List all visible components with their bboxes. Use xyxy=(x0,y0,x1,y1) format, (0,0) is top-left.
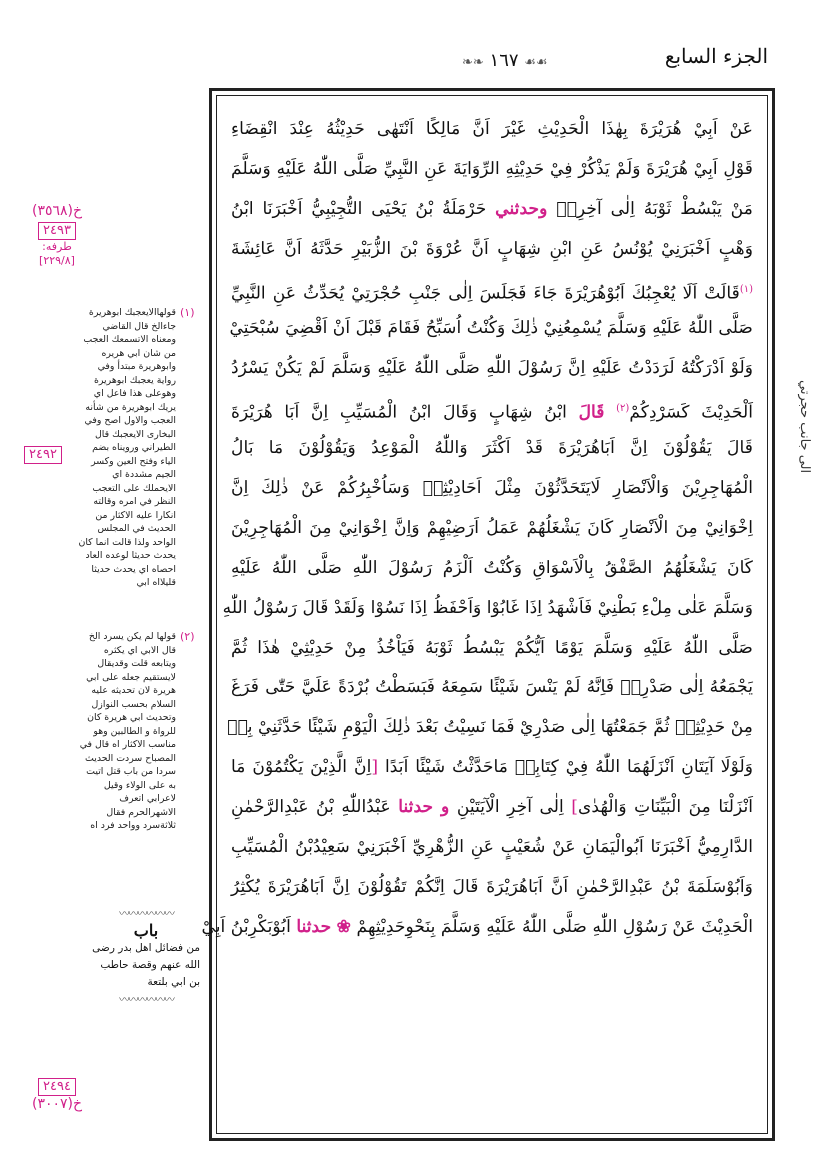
text-segment: مَنْ يَبْسُطْ ثَوْبَهُ اِلٰى آخِرِهٖ xyxy=(556,198,753,219)
tarafuh-value: [٢٢٩/٨] xyxy=(39,254,75,267)
bab-text: من فضائل اهل بدر رضى الله عنهم وقصة حاطب بن ابي بلتعة xyxy=(92,942,200,988)
hadith-number-box: ٢٤٩٣ xyxy=(38,222,76,240)
text-segment: ابْنُ شِهَابٍ وَقَالَ ابْنُ الْمُسَيِّبِ اِنَّ اَبَا هُرَيْرَةَ xyxy=(231,402,567,423)
text-line: قَالَ يَقُوْلُوْنَ اِنَّ اَبَاهُرَيْرَةَ قَدْ اَكْثَرَ وَاللّٰهُ الْمَوْعِدُ وَيَقُوْلُوْنَ مَا بَالُ xyxy=(231,438,753,459)
text-line: صَلَّى اللّٰهُ عَلَيْهِ وَسَلَّمَ يُسْمِعُنِيْ ذٰلِكَ وَكُنْتُ اُسَبِّحُ فَقَامَ قَبْلَ اَنْ اَقْضِيَ سُبْحَتِيْ xyxy=(229,318,753,339)
text-line xyxy=(231,748,753,788)
text-segment: اِلٰى آخِرِ الْآيَتَيْنِ xyxy=(456,797,564,818)
text-line: وَاَبُوْسَلَمَةَ بْنُ عَبْدِالرَّحْمٰنِ اَنَّ اَبَاهُرَيْرَةَ قَالَ اِنَّكُمْ تَقُوْلُوْنَ اِنَّ اَبَاهُرَيْرَةَ يُكْثِرُ xyxy=(231,876,753,897)
reference-block-bottom xyxy=(24,1075,90,1112)
bab-section xyxy=(92,905,200,1007)
text-frame xyxy=(201,88,775,1141)
reference-block-top xyxy=(26,203,88,268)
text-segment: وَلَوْلَا آيَتَانِ اَنْزَلَهُمَا اللّٰهُ فِيْ كِتَابِهٖ مَاحَدَّثْتُ شَيْئًا اَبَدًا xyxy=(384,757,753,778)
text-line xyxy=(231,389,753,429)
text-line: قَوْلِ اَبِيْ هُرَيْرَةَ وَلَمْ يَذْكُرْ فِيْ حَدِيْثِهِ الرِّوَايَةَ عَنِ النَّبِيِّ صَلَّى اللّٰهُ عَلَيْهِ وَسَلَّمَ xyxy=(231,158,753,179)
text-line: اِخْوَانِيْ مِنَ الْاَنْصَارِ كَانَ يَشْغَلُهُمْ عَمَلُ اَرَضِيْهِمْ وَاِنَّ اِخْوَانِيْ مِنَ الْمُهَاجِرِيْنَ xyxy=(231,517,753,538)
text-line xyxy=(231,270,753,310)
ayah-bracket-close: ] xyxy=(571,797,578,818)
text-segment: عَبْدُاللّٰهِ بْنُ عَبْدِالرَّحْمٰنِ xyxy=(231,797,391,818)
text-segment: اَلْحَدِيْثَ كَسَرْدِكُمْ xyxy=(629,402,754,423)
right-margin-gloss: الى جانب حجرتي xyxy=(797,380,812,474)
separator-star: ❀ xyxy=(336,916,352,937)
text-segment: الْحَدِيْثَ عَنْ رَسُوْلِ اللّٰهِ صَلَّى اللّٰهُ عَلَيْهِ وَسَلَّمَ بِنَحْوِحَدِيْثِهِمْ xyxy=(356,916,753,937)
qala-marker: قَالَ xyxy=(578,402,605,423)
text-line: عَنْ اَبِيْ هُرَيْرَةَ بِهٰذَا الْحَدِيْثِ غَيْرَ اَنَّ مَالِكًا اَنْتَهٰى حَدِيْثُهُ عِنْدَ انْقِضَاءِ xyxy=(231,119,753,139)
bukhari-ref: خ(٣٠٠٧) xyxy=(31,1096,83,1112)
squiggle-divider: 〰〰〰〰〰〰 xyxy=(119,907,173,920)
ornament-right: ☙☙ xyxy=(524,55,548,70)
text-line: وَهْبٍ اَخْبَرَنِيْ يُوْنُسُ عَنِ ابْنِ شِهَابٍ اَنَّ عُرْوَةَ بْنَ الزُّبَيْرِ حَدَّثَهُ اَنَّ عَائِشَةَ xyxy=(231,238,753,259)
text-line: يَجْمَعُهُ اِلٰى صَدْرِهٖ فَاِنَّهُ لَمْ يَنْسَ شَيْئًا سَمِعَهُ فَبَسَطْتُ بُرْدَةً عَلَيَّ حَتّٰى فَرَغَ xyxy=(231,677,753,698)
narrator-marker: و حدثنا xyxy=(398,797,450,818)
hadith-text xyxy=(201,110,754,1123)
text-line: الْمُهَاجِرِيْنَ وَالْاَنْصَارِ لَايَتَحَدَّثُوْنَ مِثْلَ اَحَادِيْثِهٖ وَسَاُخْبِرُكُمْ عَنْ ذٰلِكَ اِنَّ xyxy=(231,478,753,499)
text-line: الدَّارِمِيُّ اَخْبَرَنَا اَبُوالْيَمَانِ عَنْ شُعَيْبٍ عَنِ الزُّهْرِيِّ اَخْبَرَنِيْ سَعِيْدُبْنُ الْمُسَيِّبِ xyxy=(231,837,753,858)
ayah-text: اَنْزَلْنَا مِنَ الْبَيِّنَاتِ وَالْهُدٰى xyxy=(577,797,754,818)
note-1: قولهاالايعجبك ابوهريرة جاءالخ قال القاضي ومعناه الاتسمعك العجب من شان ابي هريره وابوهريرة مبتدأ وفي رواية يعجبك ابوهريرة وهوعلى هذا فاعل اي يريك ابوهريرة من شأنه العجب والاول اصح وفي البخارى الايعجبك قال الطيراني ورويناه بضم الياء وفتح العين وكسر الجيم مشددة اي الايحملك على التعجب النظر في امره وقالته انكارا عليه الاكثار من الحديث في المجلس الواحد ولذا قالت انما كان يحدث حديثا لوعده العاد احصاه اي يحدث حديثا قليلااه ابي xyxy=(78,307,176,588)
text-segment: اَبُوْبَكْرِبْنُ اَبِيْ xyxy=(201,916,291,937)
text-line: كَانَ يَشْغَلُهُمُ الصَّفْقُ بِالْاَسْوَاقِ وَكُنْتُ اَلْزَمُ رَسُوْلَ اللّٰهِ صَلَّى اللّٰهُ عَلَيْهِ xyxy=(231,557,753,578)
page-number xyxy=(462,50,548,71)
narrator-marker: وحدثني xyxy=(495,198,548,219)
text-line xyxy=(201,908,753,948)
hadith-number-box-2492: ٢٤٩٢ xyxy=(24,446,62,464)
text-frame-inner xyxy=(201,95,768,1134)
hadith-number-box-2494: ٢٤٩٤ xyxy=(38,1078,76,1096)
note-2: قولها لم يكن يسرد الخ قال الابي اي يكثره ويتابعه قلت وقديقال لايستقيم جعله على ابي هريرة لان تحديثه عليه السلام بحسب النوازل وتحديث ابي هريرة كان للرواة و الطالبين وهو مناسب الاكثار اه قال في المصباح سردت الحديث سردا من باب قتل اتيت به على الولاء وقيل لاعرابي اتعرف الاشهرالحرم فقال ثلاثةسرد وواحد فرد اه xyxy=(79,631,176,831)
text-segment: حَرْمَلَةُ بْنُ يَحْيَى التُّجِيْبِيُّ اَخْبَرَنَا ابْنُ xyxy=(231,198,487,219)
text-line: صَلَّى اللّٰهُ عَلَيْهِ وَسَلَّمَ يَوْمًا اَيُّكُمْ يَبْسُطُ ثَوْبَهُ فَيَاْخُذُ مِنْ حَدِيْثِيْ هٰذَا ثُمَّ xyxy=(231,637,753,658)
text-segment: قَالَتْ اَلَا يُعْجِبُكَ اَبُوْهُرَيْرَةَ جَاءَ فَجَلَسَ اِلٰى جَنْبِ حُجْرَتِيْ يُحَدِّثُ عَنِ النَّبِيِّ xyxy=(231,283,740,304)
page-header xyxy=(212,42,772,82)
volume-title: الجزء السابع xyxy=(664,44,768,68)
text-line: وَسَلَّمَ عَلٰى مِلْءِ بَطْنِيْ فَاَشْهَدُ اِذَا غَابُوْا وَاَحْفَظُ اِذَا نَسُوْا وَلَقَدْ قَالَ رَسُوْلُ اللّٰهِ xyxy=(222,597,753,618)
narrator-marker: حدثنا xyxy=(296,916,332,937)
text-line xyxy=(231,190,753,230)
text-line: مِنْ حَدِيْثِهٖ ثُمَّ جَمَعْتُهَا اِلٰى صَدْرِيْ فَمَا نَسِيْتُ بَعْدَ ذٰلِكَ الْيَوْمِ شَيْئًا حَدَّثَنِيْ بِهٖ xyxy=(227,717,753,738)
ayah-bracket-open: [ xyxy=(371,757,379,778)
bab-title: باب xyxy=(133,921,159,940)
bukhari-ref: خ(٣٥٦٨) xyxy=(31,203,83,219)
page-number-value: ١٦٧ xyxy=(489,50,519,71)
footnote-marker-2: (٢) xyxy=(616,403,630,415)
squiggle-divider: 〰〰〰〰〰〰 xyxy=(119,993,173,1006)
note-2-number: (٢) xyxy=(180,630,195,643)
footnote-marker-1: (١) xyxy=(739,283,753,295)
note-1-number: (١) xyxy=(180,306,195,319)
text-line xyxy=(231,788,753,828)
text-line: وَلَوْ اَدْرَكْتُهُ لَرَدَدْتُ عَلَيْهِ اِنَّ رَسُوْلَ اللّٰهِ صَلَّى اللّٰهُ عَلَيْهِ وَسَلَّمَ لَمْ يَكُنْ يَسْرُدُ xyxy=(231,358,753,379)
ornament-left: ❧❧ xyxy=(462,55,484,70)
tarafuh-label: طرفه: xyxy=(42,240,72,253)
ayah-text: اِنَّ الَّذِيْنَ يَكْتُمُوْنَ مَا xyxy=(231,757,372,778)
